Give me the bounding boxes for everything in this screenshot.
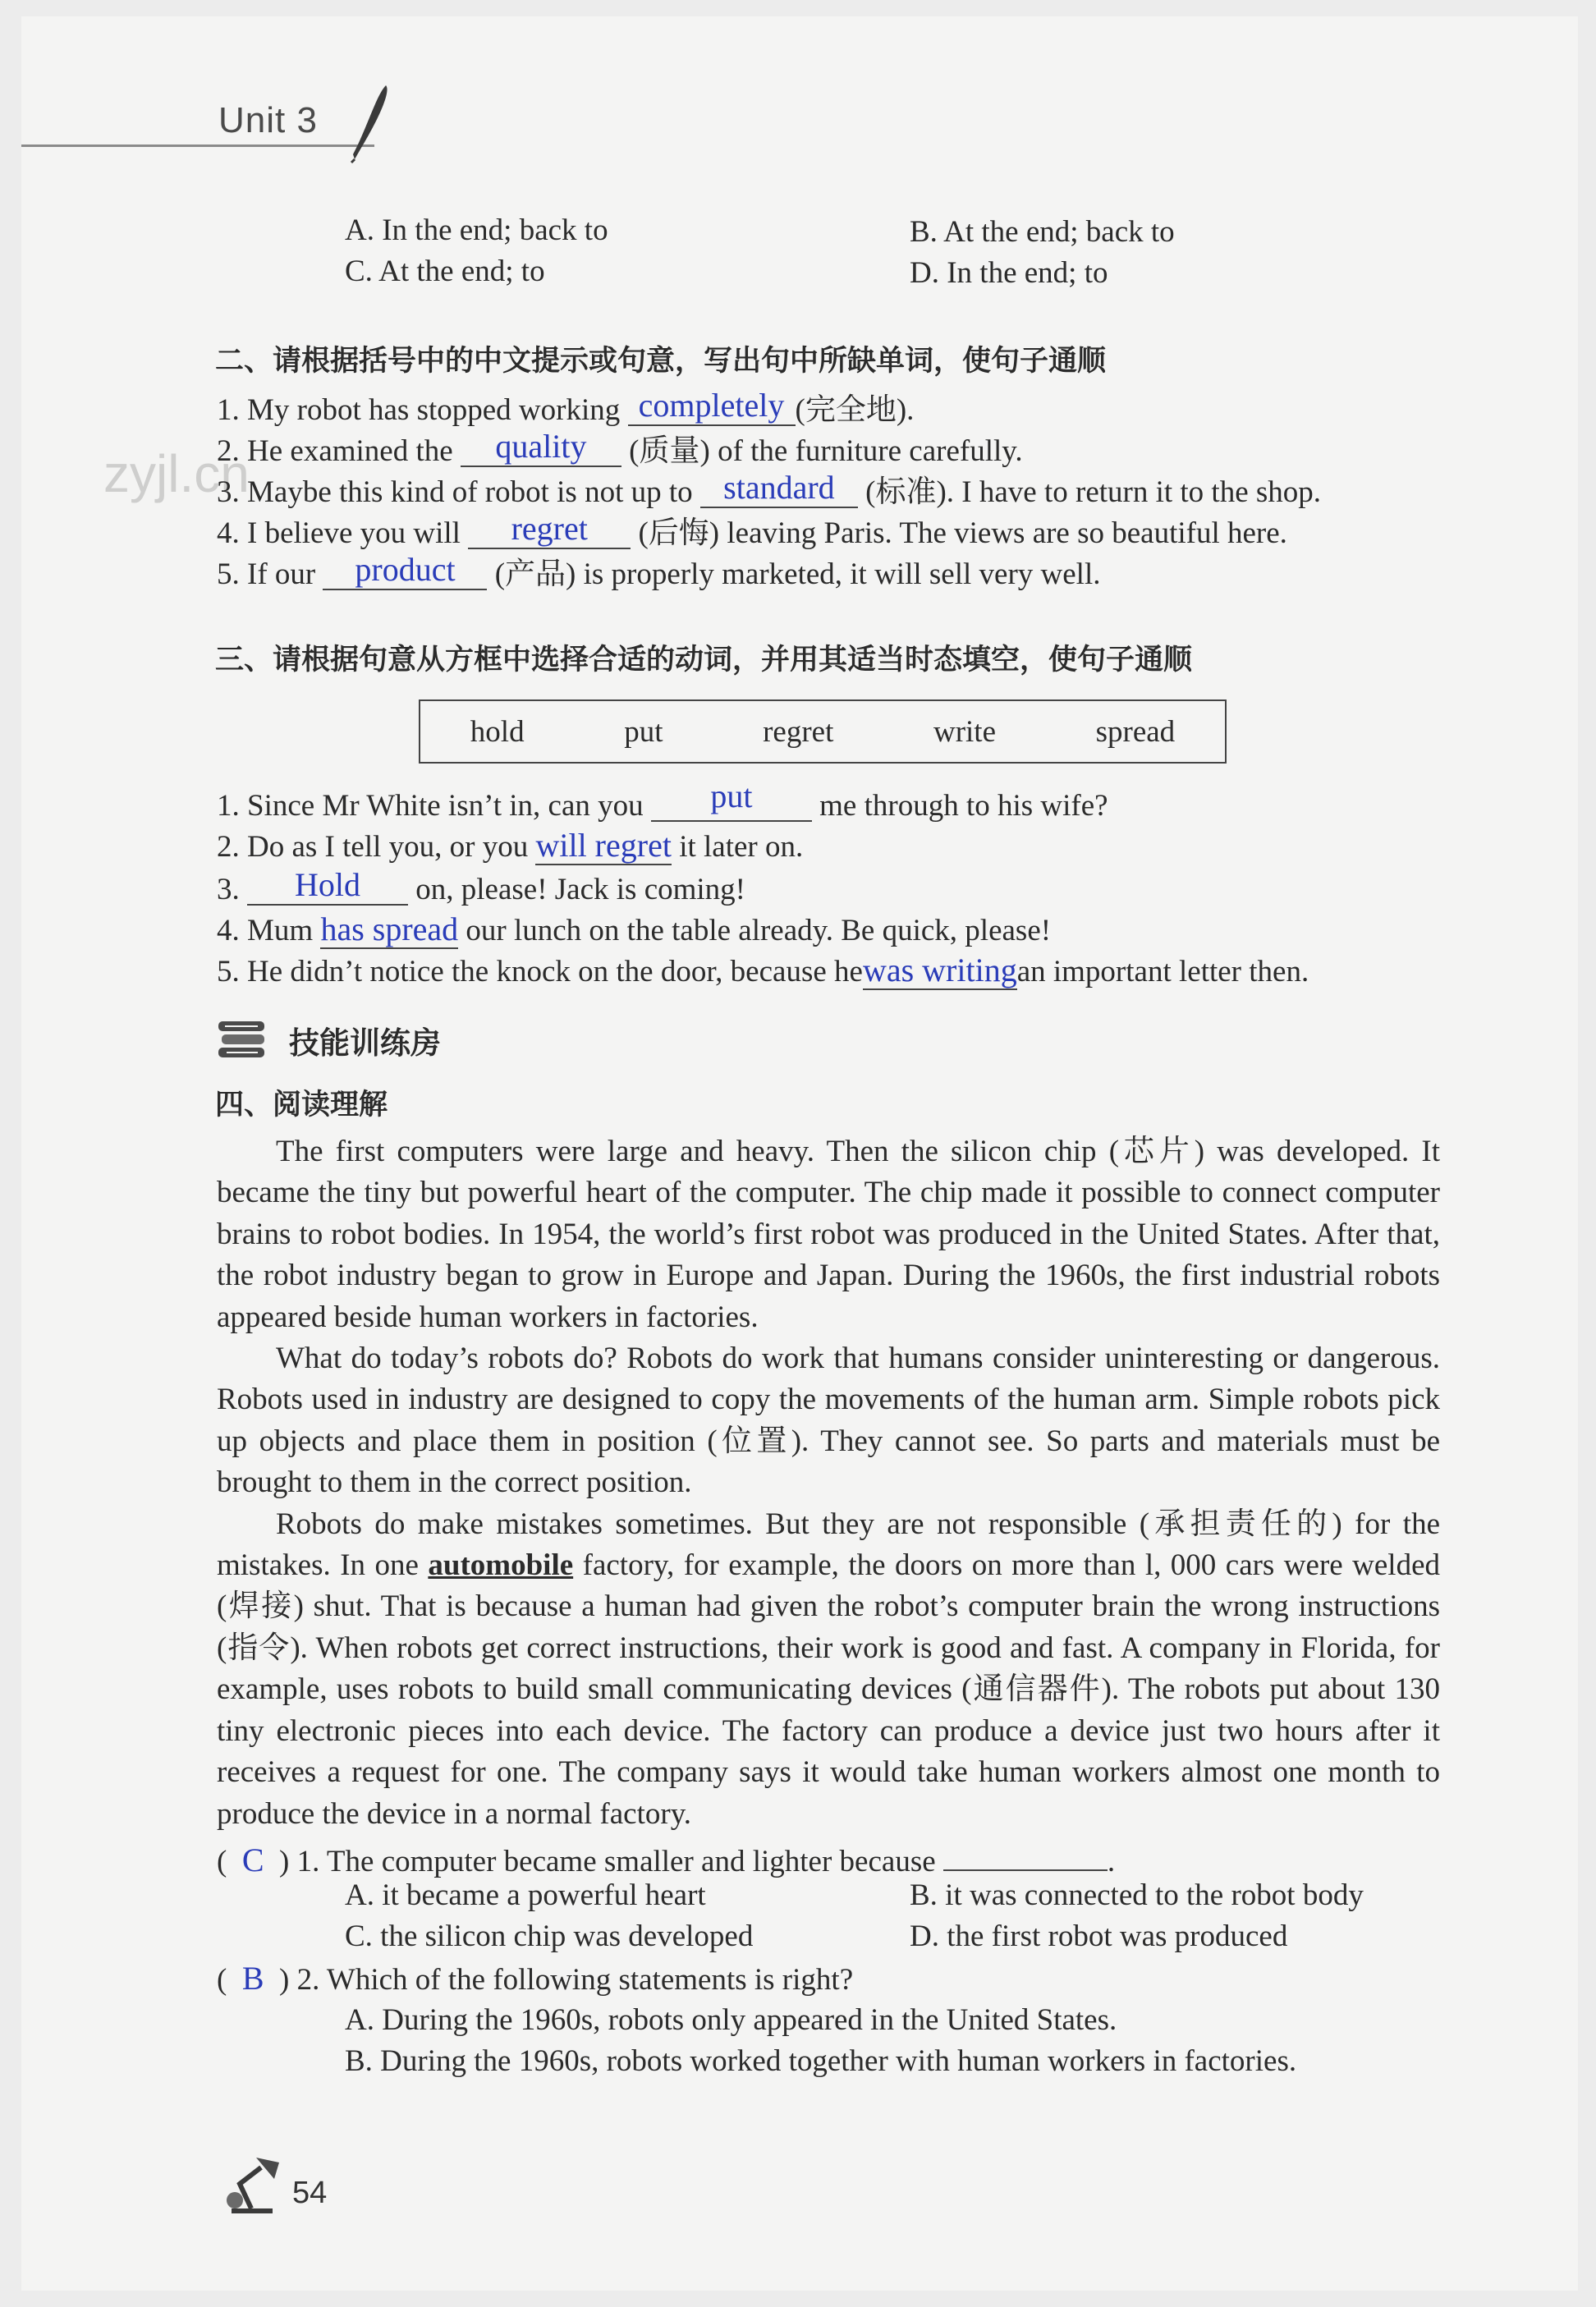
s3-blank-3 xyxy=(247,866,408,906)
watermark: zyjl.cn xyxy=(103,444,250,503)
s3-answer-5: was writing xyxy=(862,952,1017,988)
s3-answer-1: put xyxy=(710,777,753,814)
s2-item-5-pre: 5. If our xyxy=(217,557,323,591)
s3-item-1 xyxy=(217,777,1108,823)
keyword-automobile: automobile xyxy=(428,1548,574,1583)
s2-item-5 xyxy=(217,551,1101,591)
q1-option-c: C. the silicon chip was developed xyxy=(345,1919,754,1953)
s3-blank-1 xyxy=(651,777,812,822)
header-rule xyxy=(21,144,374,147)
q1-stem: ) 1. The computer became smaller and lighter because xyxy=(279,1844,936,1878)
s3-item-3-pre: 3. xyxy=(217,873,247,906)
s2-item-2-post: (质量) of the furniture carefully. xyxy=(621,434,1023,468)
passage-p3-part2: factory, for example, the doors on more than l, 000 cars were welded (焊接) shut. That is because a human had given the robot’s computer brain the wrong instructions (指令). When robots get correct instructions, their work is good and fast. A company in Florida, for example, uses robots to build small communicating devices (通信器件). The robots put about 130 tiny electronic pieces into each device. The factory can produce a device just two hours after it receives a request for one. The company says it would take human workers almost one month to produce the device in a normal factory. xyxy=(217,1548,1440,1831)
s3-answer-3: Hold xyxy=(295,866,360,903)
s2-answer-1: completely xyxy=(638,387,785,424)
s2-item-4 xyxy=(217,510,1287,550)
s2-item-4-post: (后悔) leaving Paris. The views are so beautiful here. xyxy=(631,516,1287,550)
q1-option-d: D. the first robot was produced xyxy=(910,1919,1288,1953)
s2-answer-3: standard xyxy=(723,469,835,506)
s2-answer-4: regret xyxy=(511,510,588,547)
word-box xyxy=(419,699,1227,764)
q1-answer: C xyxy=(241,1841,264,1878)
s3-item-2-pre: 2. Do as I tell you, or you xyxy=(217,830,536,864)
passage-paragraph-1: The first computers were large and heavy. Then the silicon chip (芯片) was developed. It became the tiny but powerful heart of the computer. The chip made it possible to connect computer brains to robot bodies. In 1954, the world’s first robot was produced in the United States. After that, the robot industry began to grow in Europe and Japan. During the 1960s, the first industrial robots appeared beside human workers in factories. xyxy=(217,1135,1440,1334)
s2-blank-4 xyxy=(468,510,631,549)
s2-item-3-pre: 3. Maybe this kind of robot is not up to xyxy=(217,475,700,509)
s2-item-2-pre: 2. He examined the xyxy=(217,434,461,468)
s3-item-3 xyxy=(217,866,745,906)
s3-item-5-pre: 5. He didn’t notice the knock on the door, because he xyxy=(217,955,863,988)
s3-item-4 xyxy=(217,910,1052,947)
s2-blank-5 xyxy=(323,551,487,590)
q1-blank xyxy=(943,1837,1108,1871)
passage-paragraph-3 xyxy=(217,1504,1440,1835)
s2-item-2 xyxy=(217,428,1023,468)
q1-option-a: A. it became a powerful heart xyxy=(345,1878,706,1912)
s3-item-2 xyxy=(217,829,803,862)
s3-item-3-post: on, please! Jack is coming! xyxy=(408,873,745,906)
skills-title: 技能训练房 xyxy=(289,1025,441,1061)
section2-title: 二、请根据括号中的中文提示或句意，写出句中所缺单词，使句子通顺 xyxy=(215,345,1107,378)
question-1 xyxy=(217,1837,1115,1877)
s2-blank-3 xyxy=(700,469,858,508)
section4-title: 四、阅读理解 xyxy=(215,1089,388,1121)
q2-answer: B xyxy=(241,1960,264,1997)
q1-open-paren: ( xyxy=(217,1844,242,1878)
q1-period: . xyxy=(1107,1844,1116,1878)
pen-icon xyxy=(337,82,394,164)
question-2 xyxy=(217,1962,853,1995)
s3-item-1-post: me through to his wife? xyxy=(811,789,1108,823)
s3-item-1-pre: 1. Since Mr White isn’t in, can you xyxy=(217,789,651,823)
word-box-item: spread xyxy=(1095,714,1176,749)
s3-item-4-post: our lunch on the table already. Be quick, please! xyxy=(458,914,1052,947)
s2-item-4-pre: 4. I believe you will xyxy=(217,516,469,550)
q2-open-paren: ( xyxy=(217,1963,242,1997)
s2-answer-2: quality xyxy=(495,428,587,465)
passage-paragraph-2: What do today’s robots do? Robots do work that humans consider uninteresting or dangerous. Robots used in industry are designed to copy the movements of the human arm. Simple robots pick up objects and place them in position (位置). They cannot see. So parts and materials must be brought to them in the correct position. xyxy=(217,1342,1440,1500)
s3-item-2-post: it later on. xyxy=(671,830,804,864)
s3-answer-2: will regret xyxy=(535,827,672,864)
s2-item-1-post: (完全地). xyxy=(795,393,915,427)
word-box-item: hold xyxy=(470,714,525,749)
q2-option-a: A. During the 1960s, robots only appeared in the United States. xyxy=(345,2003,1117,2037)
passage-p3-part1: Robots do make mistakes sometimes. But they are not responsible (承担责任的) for the mistakes. In one xyxy=(217,1507,1440,1583)
section3-title: 三、请根据句意从方框中选择合适的动词，并用其适当时态填空，使句子通顺 xyxy=(215,644,1193,677)
s2-blank-1 xyxy=(628,387,796,426)
s3-item-5 xyxy=(217,954,1309,987)
q1-option-b: B. it was connected to the robot body xyxy=(910,1878,1364,1912)
desk-lamp-icon xyxy=(215,2151,291,2217)
page-number: 54 xyxy=(292,2176,328,2210)
s2-item-3 xyxy=(217,469,1322,509)
s2-item-3-post: (标准). I have to return it to the shop. xyxy=(857,475,1322,509)
reading-passage xyxy=(217,1131,1440,1835)
s2-answer-5: product xyxy=(355,551,456,588)
unit-heading: Unit 3 xyxy=(218,100,318,140)
s2-item-5-post: (产品) is properly marketed, it will sell very well. xyxy=(487,557,1101,591)
option-c: C. At the end; to xyxy=(345,255,545,288)
s3-item-5-post: an important letter then. xyxy=(1016,955,1309,988)
option-b: B. At the end; back to xyxy=(910,215,1175,249)
q2-stem: ) 2. Which of the following statements is right? xyxy=(279,1963,854,1997)
option-a: A. In the end; back to xyxy=(345,213,608,247)
option-d: D. In the end; to xyxy=(910,256,1108,290)
books-icon xyxy=(217,1018,269,1064)
word-box-item: write xyxy=(933,714,996,749)
s2-item-1-pre: 1. My robot has stopped working xyxy=(217,393,628,427)
s2-blank-2 xyxy=(461,428,621,467)
word-box-item: put xyxy=(624,714,663,749)
s3-answer-4: has spread xyxy=(320,910,459,947)
s3-item-4-pre: 4. Mum xyxy=(217,914,321,947)
q2-option-b: B. During the 1960s, robots worked together with human workers in factories. xyxy=(345,2044,1297,2078)
s2-item-1 xyxy=(217,387,915,427)
word-box-item: regret xyxy=(763,714,834,749)
